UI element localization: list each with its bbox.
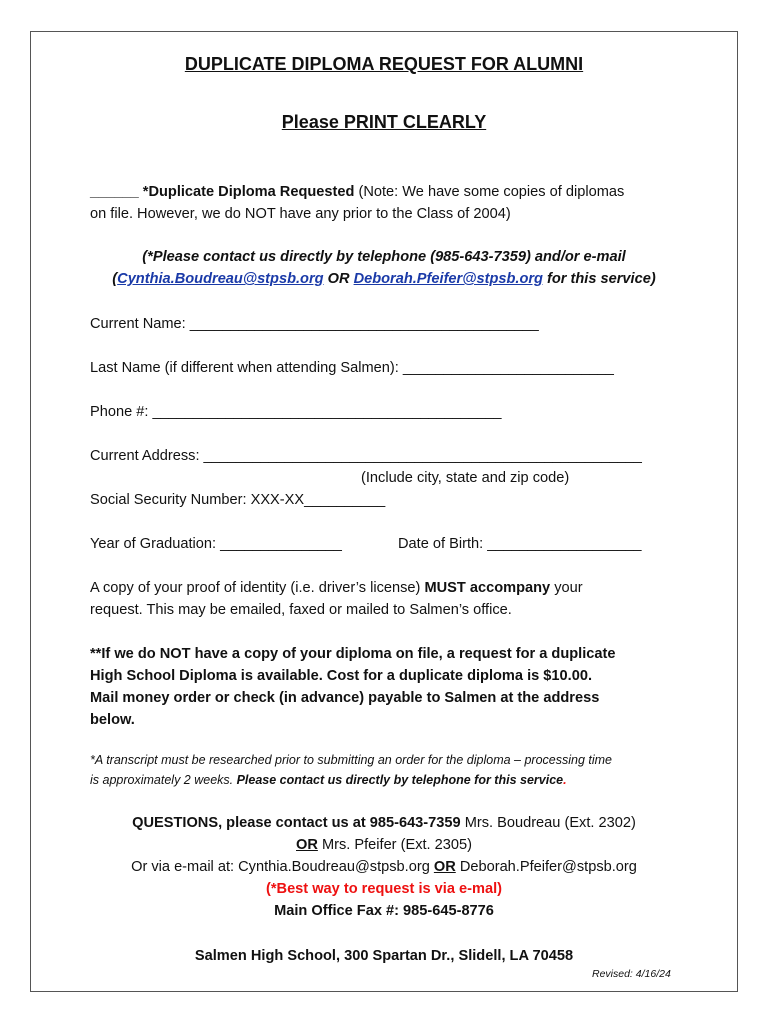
request-blank[interactable]: ______ <box>90 184 139 200</box>
request-note-line2: on file. However, we do NOT have any prior to the Class of 2004) <box>90 206 511 222</box>
questions-pfeifer: Mrs. Pfeifer (Ext. 2305) <box>317 837 472 853</box>
current-name-field[interactable]: Current Name: ___________________________________________ <box>90 316 539 332</box>
transcript-contact: Please contact us directly by telephone for this service <box>236 773 564 787</box>
request-note: (Note: We have some copies of diplomas <box>354 184 625 200</box>
page-subtitle: Please PRINT CLEARLY <box>281 112 487 132</box>
contact-note-line1: (*Please contact us directly by telephone (985-643-7359) and/or e-mail <box>142 249 626 265</box>
questions-or: OR <box>296 837 318 853</box>
request-label: *Duplicate Diploma Requested <box>142 184 355 200</box>
questions-line2 <box>30 834 738 856</box>
questions-email-lead: Or via e-mail at: Cynthia.Boudreau@stpsb.org <box>131 859 434 875</box>
questions-lead: QUESTIONS, please contact us at 985-643-7359 <box>132 815 461 831</box>
identity-must-accompany: MUST accompany <box>424 580 551 596</box>
identity-text-a: A copy of your proof of identity (i.e. driver’s license) <box>90 580 425 596</box>
questions-email-or: OR <box>433 859 456 875</box>
revised-date: Revised: 4/16/24 <box>592 968 671 980</box>
best-way-note: (*Best way to request is via e-mal) <box>265 881 502 897</box>
identity-line1 <box>90 577 583 599</box>
phone-field[interactable]: Phone #: ___________________________________________ <box>90 404 502 420</box>
ssn-field[interactable]: Social Security Number: XXX-XX__________ <box>90 492 386 508</box>
address-hint: (Include city, state and zip code) <box>361 470 570 486</box>
contact-or: OR <box>323 271 354 287</box>
identity-line2: request. This may be emailed, faxed or mailed to Salmen’s office. <box>90 602 512 618</box>
fax-number: Main Office Fax #: 985-645-8776 <box>274 903 494 919</box>
fee-notice-line3: Mail money order or check (in advance) payable to Salmen at the address <box>90 690 600 706</box>
contact-open-paren: ( <box>112 271 118 287</box>
transcript-line1: *A transcript must be researched prior to submitting an order for the diploma – processing time <box>90 753 613 767</box>
questions-email-line <box>30 856 738 878</box>
contact-suffix: for this service) <box>542 271 656 287</box>
graduation-year-field[interactable]: Year of Graduation: _______________ <box>90 536 342 552</box>
fee-notice-line1: **If we do NOT have a copy of your diploma on file, a request for a duplicate <box>90 646 616 662</box>
date-of-birth-field[interactable]: Date of Birth: ___________________ <box>398 536 642 552</box>
fee-notice-line4: below. <box>90 712 135 728</box>
transcript-text-a: is approximately 2 weeks. <box>90 773 237 787</box>
questions-line1 <box>30 812 738 834</box>
contact-note-line2 <box>30 268 738 290</box>
school-address: Salmen High School, 300 Spartan Dr., Slidell, LA 70458 <box>194 948 574 964</box>
fee-notice-line2: High School Diploma is available. Cost for a duplicate diploma is $10.00. <box>90 668 592 684</box>
duplicate-request-line <box>90 181 624 203</box>
questions-boudreau: Mrs. Boudreau (Ext. 2302) <box>460 815 636 831</box>
email-link-pfeifer[interactable]: Deborah.Pfeifer@stpsb.org <box>353 271 543 287</box>
current-address-field[interactable]: Current Address: ______________________________________________________ <box>90 448 642 464</box>
transcript-period: . <box>563 773 567 787</box>
transcript-line2 <box>90 770 567 790</box>
email-link-boudreau[interactable]: Cynthia.Boudreau@stpsb.org <box>117 271 324 287</box>
identity-text-c: your <box>550 580 583 596</box>
questions-email-tail: Deborah.Pfeifer@stpsb.org <box>455 859 637 875</box>
page-title: DUPLICATE DIPLOMA REQUEST FOR ALUMNI <box>184 54 584 74</box>
last-name-field[interactable]: Last Name (if different when attending Salmen): __________________________ <box>90 360 614 376</box>
